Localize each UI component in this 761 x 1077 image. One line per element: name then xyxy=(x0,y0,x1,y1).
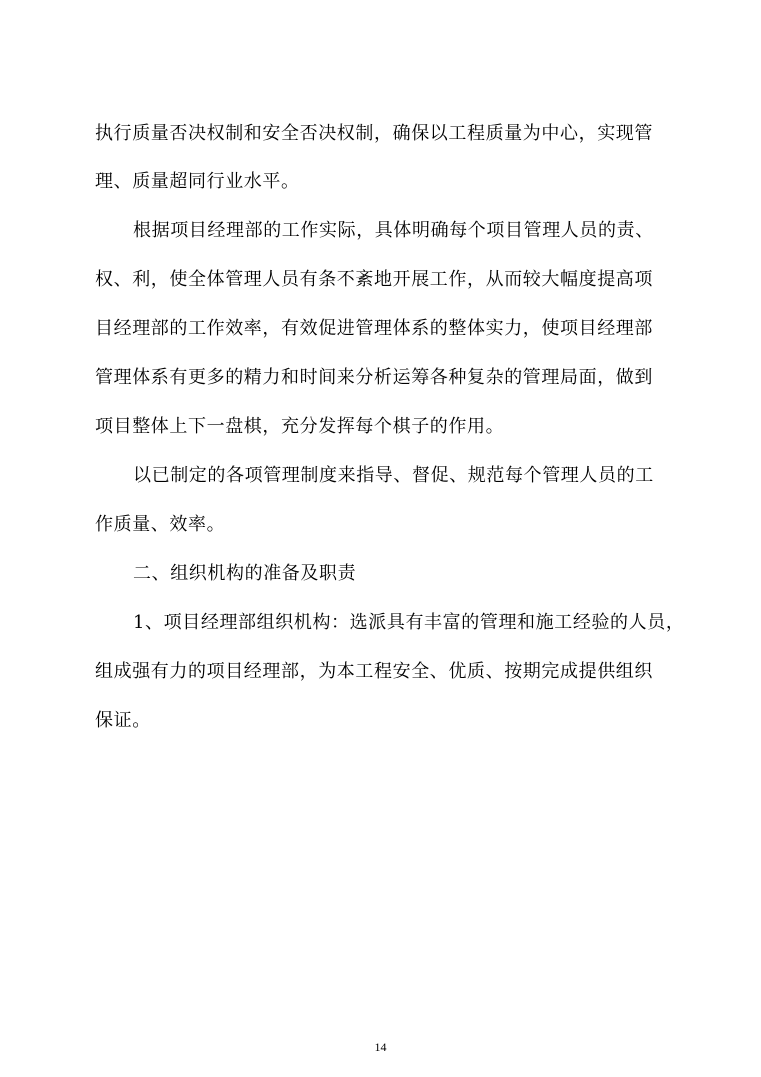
text-line-11: 1、项目经理部组织机构：选派具有丰富的管理和施工经验的人员， xyxy=(133,612,685,633)
text-line-3: 根据项目经理部的工作实际，具体明确每个项目管理人员的责、 xyxy=(133,220,654,241)
section-heading: 二、组织机构的准备及职责 xyxy=(133,563,357,584)
text-line-12: 组成强有力的项目经理部，为本工程安全、优质、按期完成提供组织 xyxy=(95,661,653,682)
text-line-1: 执行质量否决权制和安全否决权制，确保以工程质量为中心，实现管 xyxy=(95,123,653,144)
text-line-8: 以已制定的各项管理制度来指导、督促、规范每个管理人员的工 xyxy=(133,465,654,486)
text-line-4: 权、利，使全体管理人员有条不紊地开展工作，从而较大幅度提高项 xyxy=(95,269,653,290)
text-line-7: 项目整体上下一盘棋，充分发挥每个棋子的作用。 xyxy=(95,416,505,437)
page-number: 14 xyxy=(374,1040,387,1054)
text-line-13: 保证。 xyxy=(95,710,151,731)
text-line-6: 管理体系有更多的精力和时间来分析运筹各种复杂的管理局面，做到 xyxy=(95,367,653,388)
text-line-5: 目经理部的工作效率，有效促进管理体系的整体实力，使项目经理部 xyxy=(95,318,653,339)
text-line-9: 作质量、效率。 xyxy=(95,514,226,535)
text-line-2: 理、质量超同行业水平。 xyxy=(95,171,300,192)
